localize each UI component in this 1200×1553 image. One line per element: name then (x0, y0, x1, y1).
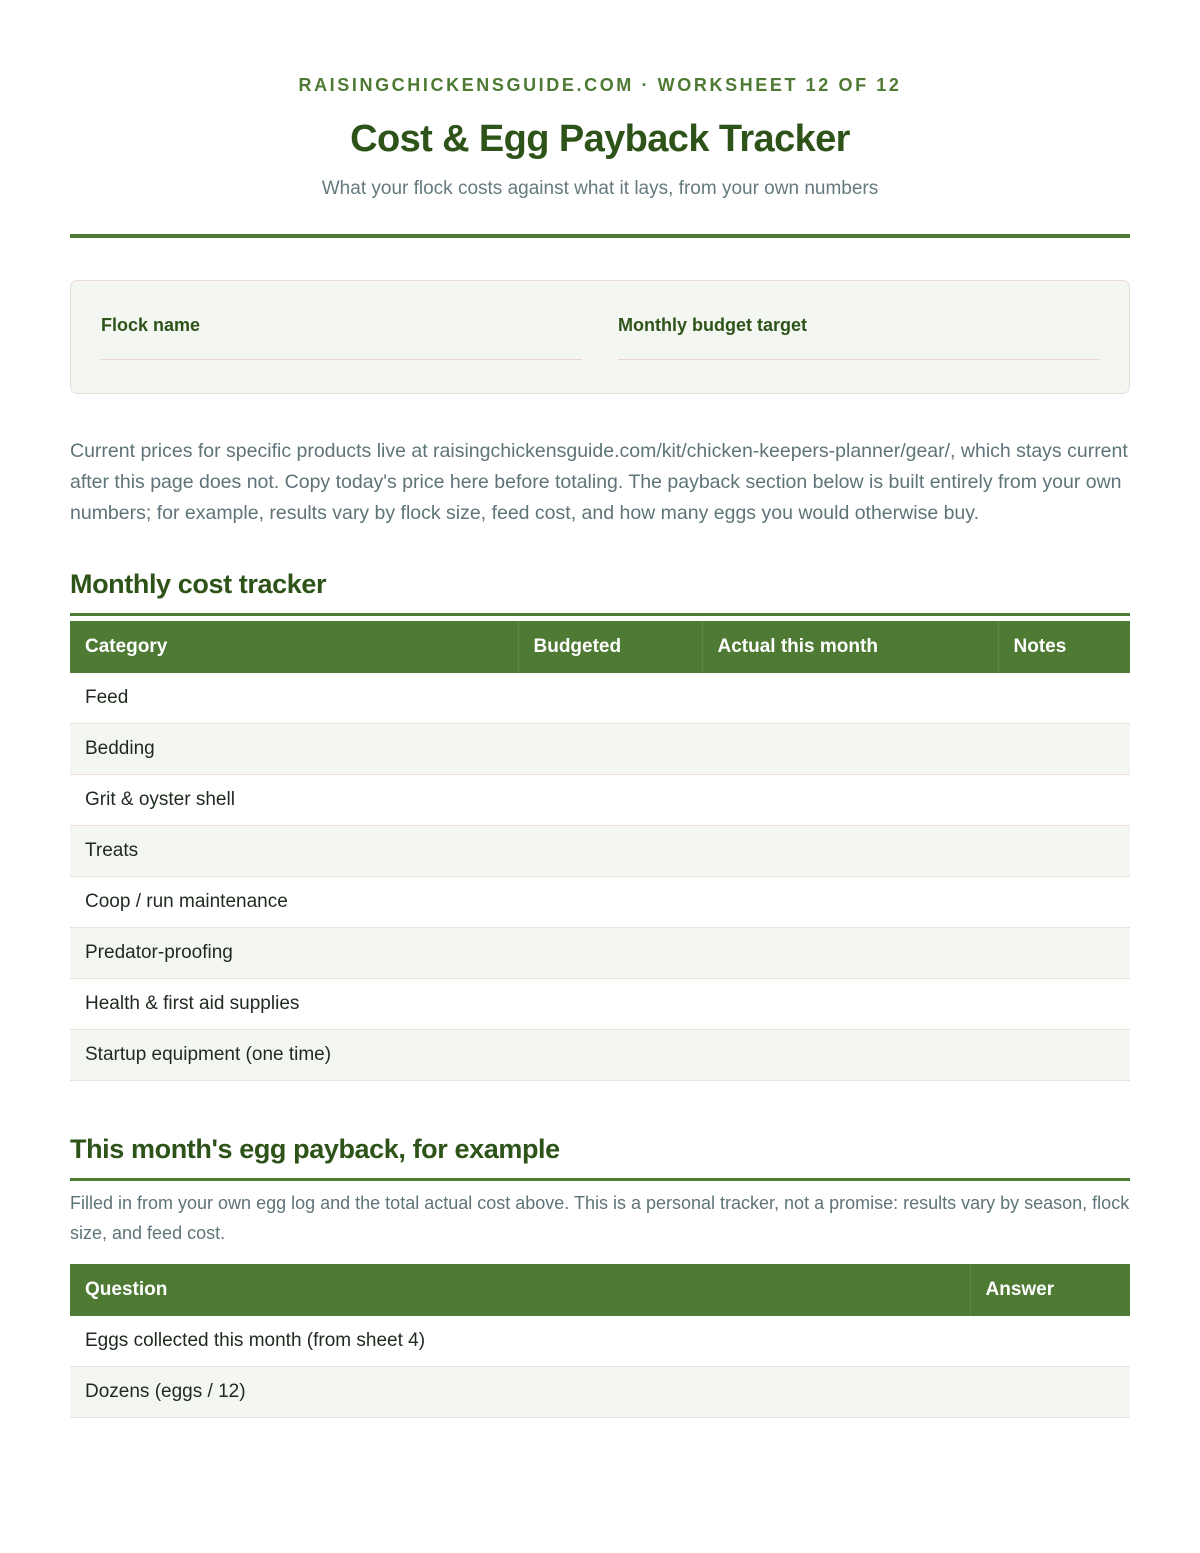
budgeted-cell[interactable] (518, 1030, 702, 1081)
page-subtitle: What your flock costs against what it lays, from your own numbers (321, 178, 879, 199)
answer-cell[interactable] (970, 1367, 1130, 1418)
table-row (70, 826, 1130, 877)
notes-cell[interactable] (998, 673, 1130, 724)
column-header-answer: Answer (970, 1264, 1130, 1316)
intro-paragraph: Current prices for specific products live at raisingchickensguide.com/kit/chicken-keepers-planner/gear/, which stays current after this page does not. Copy today's price here before totaling. The payback section below is built entirely from your own numbers; for example, results vary by flock size, feed cost, and how many eggs you would otherwise buy. (70, 440, 1128, 524)
budget-target-label: Monthly budget target (618, 315, 807, 335)
answer-cell[interactable] (970, 1316, 1130, 1367)
budgeted-cell[interactable] (518, 673, 702, 724)
flock-name-label: Flock name (101, 315, 201, 335)
notes-cell[interactable] (998, 928, 1130, 979)
column-header-notes: Notes (998, 621, 1130, 673)
actual-cell[interactable] (702, 724, 998, 775)
notes-cell[interactable] (998, 724, 1130, 775)
actual-cell[interactable] (702, 877, 998, 928)
flock-name-field[interactable] (101, 313, 582, 393)
budgeted-cell[interactable] (518, 724, 702, 775)
payback-divider (70, 1178, 1130, 1181)
category-cell: Feed (70, 673, 518, 724)
cost-tracker-table (70, 621, 1130, 1081)
table-row (70, 724, 1130, 775)
budgeted-cell[interactable] (518, 928, 702, 979)
notes-cell[interactable] (998, 979, 1130, 1030)
actual-cell[interactable] (702, 826, 998, 877)
table-row (70, 877, 1130, 928)
payback-note: Filled in from your own egg log and the total actual cost above. This is a personal tracker, not a promise: results vary by season, flock size, and feed cost. (70, 1193, 1130, 1243)
notes-cell[interactable] (998, 826, 1130, 877)
budgeted-cell[interactable] (518, 775, 702, 826)
question-cell: Dozens (eggs / 12) (70, 1367, 970, 1418)
table-row (70, 1316, 1130, 1367)
budgeted-cell[interactable] (518, 877, 702, 928)
payback-title: This month's egg payback, for example (70, 1134, 560, 1164)
table-row (70, 1030, 1130, 1081)
notes-cell[interactable] (998, 1030, 1130, 1081)
category-cell: Coop / run maintenance (70, 877, 518, 928)
actual-cell[interactable] (702, 979, 998, 1030)
table-row (70, 1367, 1130, 1418)
category-cell: Startup equipment (one time) (70, 1030, 518, 1081)
actual-cell[interactable] (702, 775, 998, 826)
category-cell: Bedding (70, 724, 518, 775)
flock-name-write-line[interactable] (101, 359, 582, 360)
worksheet-page (70, 0, 1130, 1418)
worksheet-eyebrow: RAISINGCHICKENSGUIDE.COM · WORKSHEET 12 OF 12 (298, 75, 902, 95)
budgeted-cell[interactable] (518, 979, 702, 1030)
table-row (70, 775, 1130, 826)
category-cell: Health & first aid supplies (70, 979, 518, 1030)
budget-target-write-line[interactable] (618, 359, 1099, 360)
page-title: Cost & Egg Payback Tracker (350, 118, 850, 160)
category-cell: Predator-proofing (70, 928, 518, 979)
budget-target-field[interactable] (618, 313, 1099, 393)
budgeted-cell[interactable] (518, 826, 702, 877)
notes-cell[interactable] (998, 775, 1130, 826)
flock-info-box (70, 280, 1130, 394)
column-header-question: Question (70, 1264, 970, 1316)
header-divider (70, 234, 1130, 238)
cost-table-header-row (70, 621, 1130, 673)
column-header-actual: Actual this month (702, 621, 998, 673)
payback-table (70, 1264, 1130, 1418)
category-cell: Grit & oyster shell (70, 775, 518, 826)
payback-table-header-row (70, 1264, 1130, 1316)
actual-cell[interactable] (702, 928, 998, 979)
column-header-category: Category (70, 621, 518, 673)
table-row (70, 673, 1130, 724)
category-cell: Treats (70, 826, 518, 877)
cost-tracker-divider (70, 613, 1130, 616)
actual-cell[interactable] (702, 673, 998, 724)
notes-cell[interactable] (998, 877, 1130, 928)
cost-tracker-title: Monthly cost tracker (70, 569, 327, 599)
question-cell: Eggs collected this month (from sheet 4) (70, 1316, 970, 1367)
actual-cell[interactable] (702, 1030, 998, 1081)
table-row (70, 979, 1130, 1030)
table-row (70, 928, 1130, 979)
column-header-budgeted: Budgeted (518, 621, 702, 673)
